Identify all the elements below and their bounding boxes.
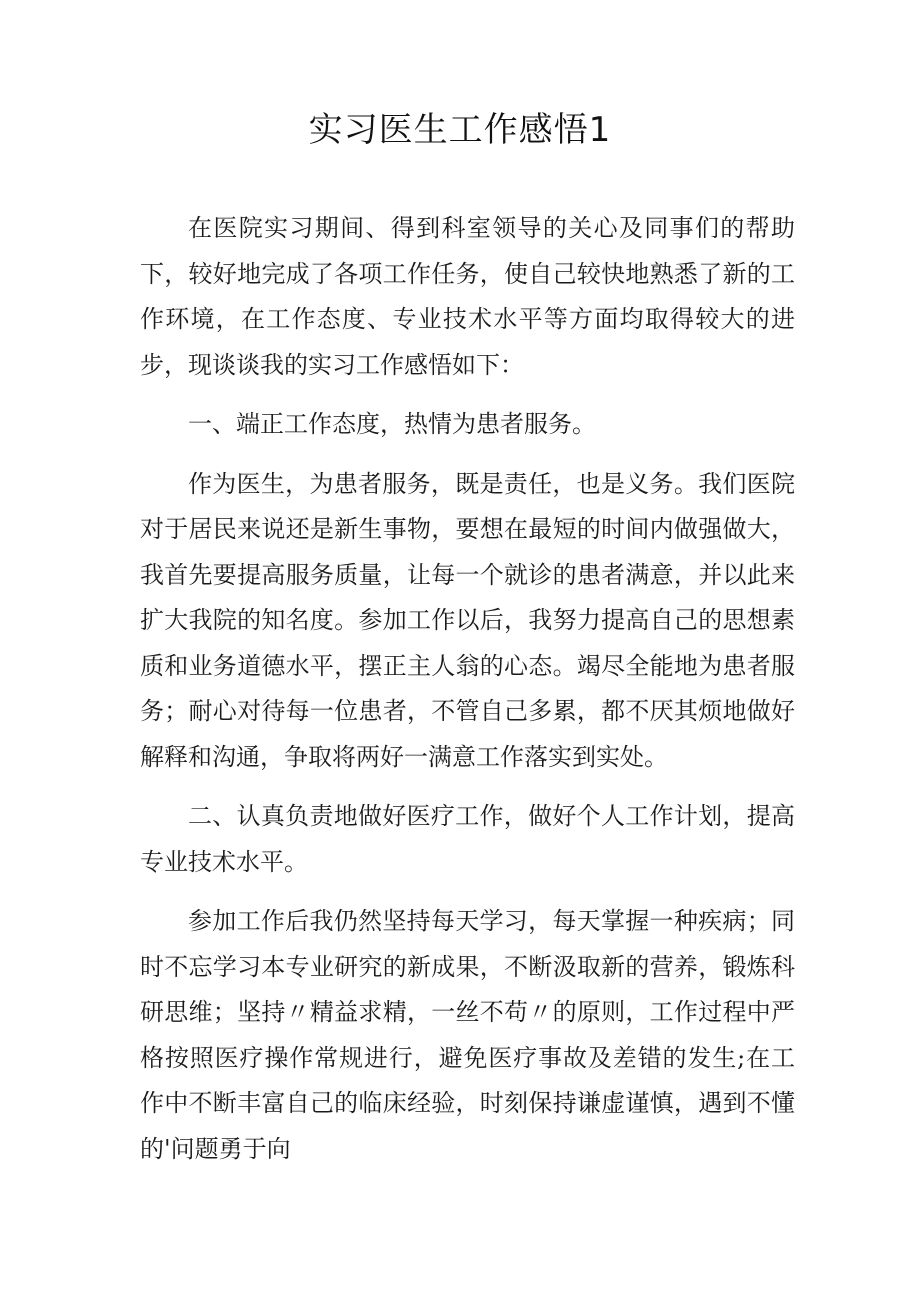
paragraph-section-1: 作为医生，为患者服务，既是责任，也是义务。我们医院对于居民来说还是新生事物，要想在最短的时间内做强做大，我首先要提高服务质量，让每一个就诊的患者满意，并以此来扩大我院的知名度。参加工作以后，我努力提高自己的思想素质和业务道德水平，摆正主人翁的心态。竭尽全能地为患者服务；耐心对待每一位患者，不管自己多累，都不厌其烦地做好解释和沟通，争取将两好一满意工作落实到实处。 xyxy=(140,469,795,771)
paragraph-intro: 在医院实习期间、得到科室领导的关心及同事们的帮助下，较好地完成了各项工作任务，使自己较快地熟悉了新的工作环境，在工作态度、专业技术水平等方面均取得较大的进步，现谈谈我的实习工作感悟如下： xyxy=(140,214,795,379)
paragraph-section-2: 参加工作后我仍然坚持每天学习，每天掌握一种疾病；同时不忘学习本专业研究的新成果，不断汲取新的营养，锻炼科研思维；坚持〃精益求精，一丝不苟〃的原则，工作过程中严格按照医疗操作常规进行，避免医疗事故及差错的发生;在工作中不断丰富自己的临床经验，时刻保持谦虚谨慎，遇到不懂的'问题勇于向 xyxy=(140,907,795,1163)
document-title: 实习医生工作感悟1 xyxy=(308,110,612,150)
section-heading-2: 二、认真负责地做好医疗工作，做好个人工作计划，提高专业技术水平。 xyxy=(140,802,795,876)
section-heading-1: 一、端正工作态度，热情为患者服务。 xyxy=(188,410,596,438)
document-body xyxy=(140,206,795,1186)
